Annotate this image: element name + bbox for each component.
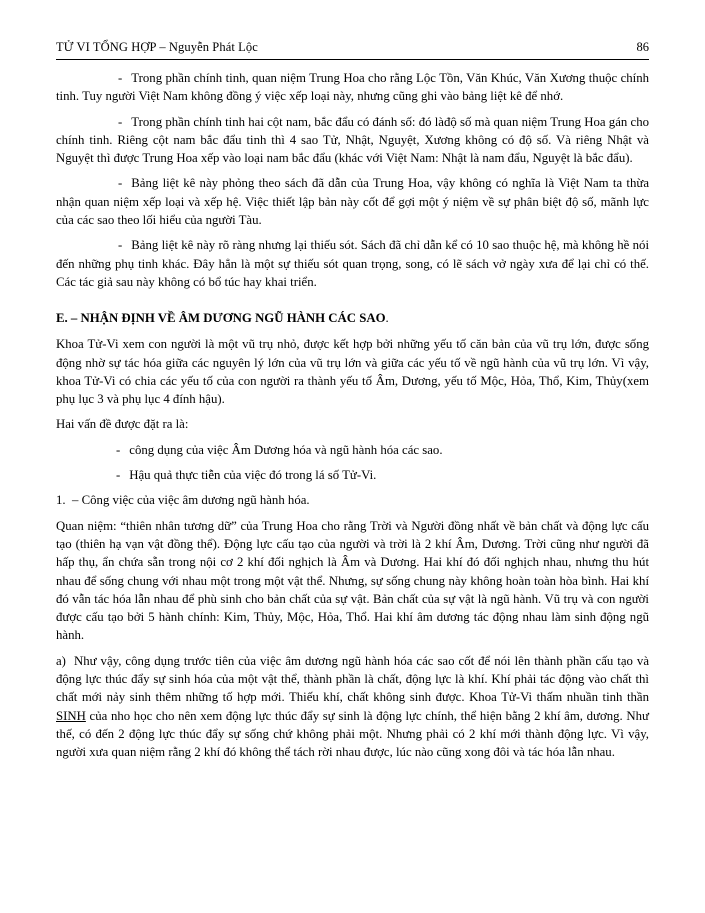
paragraph-bullet-4 [56, 236, 649, 291]
subitem-1-text: công dụng của việc Âm Dương hóa và ngũ hành hóa các sao. [129, 442, 443, 457]
paragraph-bullet-1 [56, 69, 649, 106]
section-heading-e-text: E. – NHẬN ĐỊNH VỀ ÂM DƯƠNG NGŨ HÀNH CÁC SAO [56, 311, 386, 326]
header-divider [56, 59, 649, 60]
bullet-4-text: Bảng liệt kê này rõ ràng nhưng lại thiếu sót. Sách đã chỉ dẫn kể có 10 sao thuộc hệ, mà không hề nói đến những phụ tinh khác. Đây hẳn là một sự thiếu sót quan trọng, song, có lẽ sách vở ngày xưa để lại chỉ có thế. Các tác giả sau này không có bổ túc hay khai triển. [56, 238, 649, 289]
numbered-item-1 [56, 491, 649, 509]
section-e-subitem-2 [56, 466, 649, 484]
section-e-paragraph-1: Khoa Tử-Vi xem con người là một vũ trụ nhỏ, được kết hợp bởi những yếu tố căn bản của vũ trụ lớn, được sống động nhờ sự tác hóa giữa các nguyên lý lớn của vũ trụ lớn và giữa các yếu tố về ngũ hành của vũ trụ lớn. Vì vậy, khoa Tử-Vi có chia các yếu tố của con người ra thành yếu tố Âm, Dương, yếu tố Mộc, Hỏa, Thổ, Kim, Thủy(xem phụ lục 3 và phụ lục 4 đính hậu). [56, 337, 649, 407]
item-a-text-before: Như vậy, công dụng trước tiên của việc âm dương ngũ hành hóa các sao cốt để nói lên thành phần cấu tạo và động lực thúc đẩy sự sinh hóa của một vật thể, thành phần là chất, động lực là khí. Khí phải tác động vào chất thì chất mới nảy sinh thêm những tố hợp mới. Thiếu khí, chất không sinh được. Khoa Tử-Vi thấm nhuần tinh thần [56, 653, 649, 705]
page-header [56, 40, 649, 55]
dash-marker: - [118, 114, 123, 129]
dash-marker: - [116, 442, 121, 457]
numbered-item-1-number: 1. [56, 493, 66, 508]
numbered-item-1-tail: . [306, 493, 310, 508]
dash-marker: - [118, 176, 123, 191]
section-heading-e [56, 311, 649, 326]
dash-marker: - [116, 468, 121, 483]
section-heading-e-tail: . [385, 311, 389, 326]
header-title: TỬ VI TỔNG HỢP – Nguyễn Phát Lộc [56, 40, 258, 54]
bullet-3-text: Bảng liệt kê này phỏng theo sách đã dẫn của Trung Hoa, vậy không có nghĩa là Việt Nam ta thừa nhận quan niệm xếp loại và xếp hệ. Việc thiết lập bản này cốt để gợi một ý niệm về sự phân biệt độ số, mãnh lực của các sao theo lối hiểu của người Tàu. [56, 176, 649, 228]
item-a-label: a) [56, 653, 66, 668]
section-e-subitem-1 [56, 441, 649, 459]
paragraph-bullet-3 [56, 174, 649, 229]
bullet-1-text: Trong phần chính tinh, quan niệm Trung Hoa cho rằng Lộc Tồn, Văn Khúc, Văn Xương thuộc chính tinh. Tuy người Việt Nam không đồng ý việc xếp loại này, nhưng cũng ghi vào bảng liệt kê để nhớ. [56, 71, 649, 104]
dash-marker: - [118, 71, 123, 85]
subitem-2-text: Hậu quả thực tiễn của việc đó trong lá số Tử-Vi. [129, 468, 377, 483]
bullet-2-text: Trong phần chính tinh hai cột nam, bắc đẩu có đánh số: đó làđộ số mà quan niệm Trung Hoa gán cho chính tinh. Riêng cột nam bắc đẩu tinh thì 4 sao Tử, Nhật, Nguyệt, Xương không có độ số. Và riêng Nhật và Nguyệt thì được Trung Hoa xếp vào loại nam bắc đẩu (khác với Việt Nam: Nhật là nam đẩu, Nguyệt là bắc đẩu). [56, 114, 649, 166]
dash-marker: - [118, 238, 123, 253]
section-e-paragraph-2: Hai vấn đề được đặt ra là: [56, 417, 189, 432]
numbered-item-1-title: – Công việc của việc âm dương ngũ hành hóa [72, 493, 307, 508]
item-a-paragraph [56, 652, 649, 762]
paragraph-bullet-2 [56, 113, 649, 168]
item1-paragraph-1: Quan niệm: “thiên nhân tương dữ” của Trung Hoa cho rằng Trời và Người đồng nhất về bản chất và động lực cấu tạo (thiên hạ vạn vật đồng thể). Động lực cấu tạo của người và trời là 2 khí Âm, Dương. Trời cũng như người đã hấp thụ, ẩn chứa sẵn trong nội cơ 2 khí đối nghịch là Âm và Dương. Hai khí đó đối nghịch nhau, nhưng thu hút nhau để sống chung với nhau một trong một vật thể. Nhưng, sự sống chung này không hoàn toàn hòa bình. Hai khí đó vẫn tác hóa lẫn nhau để phù sinh cho bản chất của sự vật. Bản chất của sự vật là ngũ hành. Vũ trụ và con người được cấu tạo bởi 5 hành chính: Kim, Thủy, Mộc, Hỏa, Thổ. Hai khí âm dương tác động nhau làm sinh động ngũ hành. [56, 518, 649, 643]
item-a-underlined-term: SINH [56, 708, 86, 723]
item-a-text-after: của nho học cho nên xem động lực thúc đẩy sự sinh là động lực chính, thể hiện bằng 2 khí âm, dương. Như thế, có đến 2 động lực thúc đẩy sự sống chứ không phải một. Nhưng phải có 2 khí mới thành động lực. Vì vậy, người xưa quan niệm rằng 2 khí đó không thể tách rời nhau được, lúc nào cũng xong đôi và tác hóa lẫn nhau. [56, 708, 649, 760]
header-page-number: 86 [636, 40, 649, 54]
